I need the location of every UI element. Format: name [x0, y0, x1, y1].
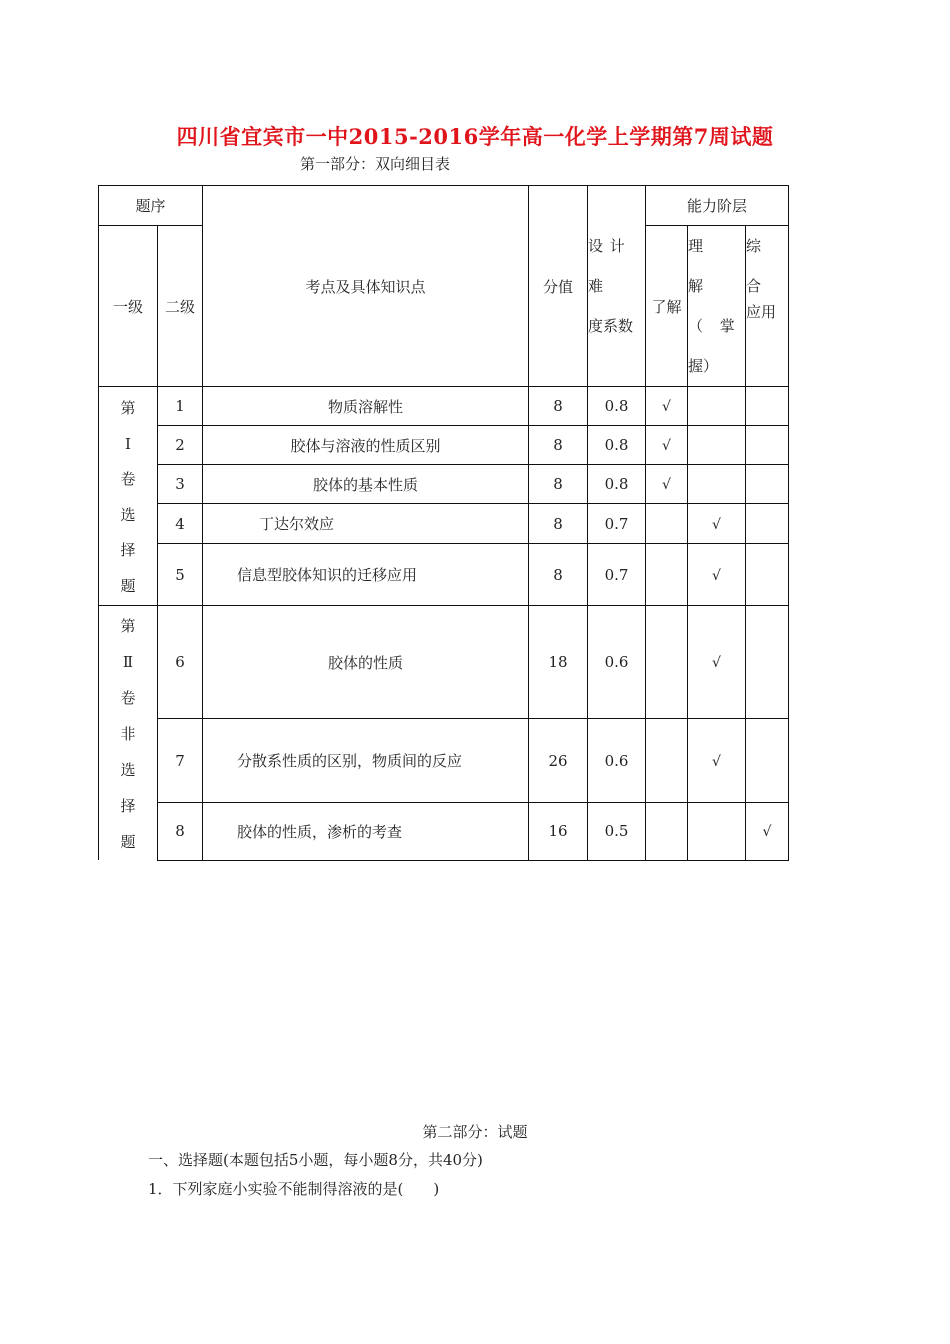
header-level1: 一级 [99, 226, 158, 387]
row-difficulty: 0.8 [588, 465, 646, 504]
section-char: 题 [120, 833, 136, 851]
row-apply [746, 803, 789, 860]
row-apply [746, 719, 789, 803]
row-topic: 胶体的基本性质 [203, 465, 529, 504]
row-score: 8 [529, 387, 588, 426]
section-char: 选 [120, 761, 136, 779]
row-topic: 丁达尔效应 [203, 504, 529, 544]
row-topic: 物质溶解性 [203, 387, 529, 426]
row-apply [746, 504, 789, 544]
section-char: 择 [120, 541, 136, 559]
header-difficulty [588, 186, 646, 387]
row-apply [746, 544, 789, 606]
header-apply-line2: 应用 [746, 303, 777, 321]
section2-label [99, 606, 158, 861]
row-difficulty: 0.5 [588, 803, 646, 860]
row-difficulty: 0.7 [588, 504, 646, 544]
section-char: 非 [120, 725, 136, 743]
row-comprehend [688, 719, 746, 803]
question-1: 1．下列家庭小实验不能制得溶液的是( ) [148, 1180, 440, 1198]
header-comprehend-line1: 理 解 [688, 237, 716, 295]
row-no: 7 [158, 719, 203, 803]
row-no: 5 [158, 544, 203, 606]
section1-label [99, 387, 158, 606]
row-comprehend [688, 544, 746, 606]
row-understand [646, 719, 688, 803]
row-no: 2 [158, 426, 203, 465]
section-char: Ⅰ [125, 434, 131, 453]
row-no: 3 [158, 465, 203, 504]
section-char: Ⅱ [122, 653, 134, 671]
row-comprehend [688, 426, 746, 465]
check-mark-icon: √ [712, 516, 721, 533]
header-apply [746, 226, 789, 387]
part2-heading: 第二部分：试题 [422, 1123, 528, 1141]
two-way-spec-table [98, 185, 789, 861]
row-difficulty: 0.7 [588, 544, 646, 606]
section-char: 卷 [120, 470, 136, 488]
row-topic: 分散系性质的区别，物质间的反应 [203, 719, 529, 803]
row-comprehend [688, 465, 746, 504]
row-comprehend [688, 387, 746, 426]
row-difficulty: 0.6 [588, 719, 646, 803]
row-score: 8 [529, 426, 588, 465]
check-mark-icon: √ [712, 655, 721, 672]
row-understand [646, 426, 688, 465]
row-score: 26 [529, 719, 588, 803]
row-difficulty: 0.6 [588, 606, 646, 719]
row-comprehend [688, 606, 746, 719]
header-question-order: 题序 [99, 186, 203, 226]
part1-label: 第一部分：双向细目表 [300, 155, 451, 173]
row-comprehend [688, 803, 746, 860]
header-score: 分值 [529, 186, 588, 387]
header-difficulty-line1: 设 计 难 [588, 237, 626, 295]
header-understand: 了解 [646, 226, 688, 387]
row-apply [746, 465, 789, 504]
section-char: 题 [120, 576, 136, 595]
header-apply-line1: 综 合 [746, 237, 767, 295]
section-char: 择 [120, 797, 136, 815]
row-difficulty: 0.8 [588, 426, 646, 465]
check-mark-icon: √ [762, 824, 772, 841]
row-understand [646, 465, 688, 504]
document-title: 四川省宜宾市一中2015-2016学年高一化学上学期第7周试题 [176, 124, 774, 149]
section-char: 第 [120, 617, 136, 635]
row-no: 8 [158, 803, 203, 860]
row-no: 4 [158, 504, 203, 544]
check-mark-icon: √ [662, 399, 671, 415]
check-mark-icon: √ [662, 438, 671, 454]
row-no: 6 [158, 606, 203, 719]
section2-chars [99, 608, 157, 860]
check-mark-icon: √ [662, 477, 671, 493]
row-score: 8 [529, 465, 588, 504]
row-score: 8 [529, 544, 588, 606]
row-apply [746, 387, 789, 426]
row-understand [646, 544, 688, 606]
header-difficulty-line2: 度系数 [588, 317, 634, 335]
section-heading: 一、选择题(本题包括5小题，每小题8分，共40分) [148, 1151, 483, 1169]
header-comprehend-line2: （ 掌 [688, 317, 741, 335]
row-apply [746, 606, 789, 719]
row-difficulty: 0.8 [588, 387, 646, 426]
row-apply [746, 426, 789, 465]
section-char: 第 [120, 399, 136, 417]
row-topic: 信息型胶体知识的迁移应用 [203, 544, 529, 606]
row-topic: 胶体的性质，渗析的考查 [203, 803, 529, 860]
section1-chars [99, 391, 157, 604]
header-comprehend-line3: 握） [688, 357, 719, 375]
section-char: 卷 [120, 689, 136, 707]
header-level2: 二级 [158, 226, 203, 387]
header-topic: 考点及具体知识点 [203, 186, 529, 387]
check-mark-icon: √ [712, 567, 721, 584]
header-comprehend [688, 226, 746, 387]
row-understand [646, 606, 688, 719]
row-understand [646, 803, 688, 860]
row-comprehend [688, 504, 746, 544]
row-no: 1 [158, 387, 203, 426]
check-mark-icon: √ [712, 753, 721, 770]
row-topic: 胶体的性质 [203, 606, 529, 719]
row-topic: 胶体与溶液的性质区别 [203, 426, 529, 465]
section-char: 选 [120, 505, 136, 524]
row-score: 16 [529, 803, 588, 860]
header-ability: 能力阶层 [646, 186, 789, 226]
row-score: 8 [529, 504, 588, 544]
row-score: 18 [529, 606, 588, 719]
row-understand [646, 387, 688, 426]
row-understand [646, 504, 688, 544]
